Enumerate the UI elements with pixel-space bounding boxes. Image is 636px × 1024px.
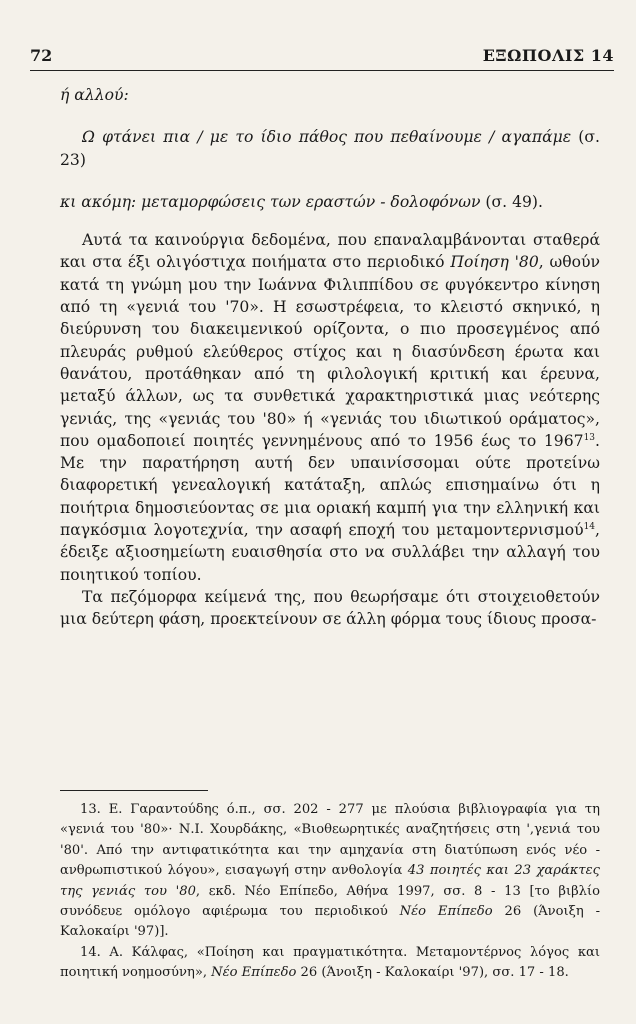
paragraph-2: Τα πεζόμορφα κείμενά της, που θεωρήσαμε ότι στοιχειοθετούν μια δεύτερη φάση, προεκτείνουν σε άλλη φόρμα τους ίδιους προσα- <box>60 587 600 629</box>
quote-2-text: μεταμορφώσεις των εραστών - δολοφόνων <box>141 192 481 211</box>
quote-2-ref: (σ. 49). <box>480 192 543 211</box>
footnote-14: 14. Α. Κάλφας, «Ποίηση και πραγματικότητα. Μεταμοντέρνος λόγος και ποιητική νοημοσύνη», Νέο Επίπεδο 26 (Άνοιξη - Καλοκαίρι '97), σσ. 17 - 18. <box>60 944 600 981</box>
quote-1-ref: (σ. 23) <box>60 128 600 169</box>
quote-1 <box>60 126 600 171</box>
footnotes <box>60 800 600 984</box>
footnote-ref-13: 13 <box>583 432 596 443</box>
paragraph-1: Αυτά τα καινούργια δεδομένα, που επαναλαμβάνονται σταθερά και στα έξι ολιγόστιχα ποιήματα στο περιοδικό Ποίηση '80, ωθούν κατά τη γνώμη μου την Ιωάννα Φιλιππίδου σε φυγόκεντρο κίνηση από τη «γενιά του '70». Η εσωστρέφεια, το κλειστό σκηνικό, η διεύρυνση του διακειμενικού ορίζοντα, ο πιο προσεγμένος από πλευράς ρυθμού ελεύθερος στίχος και η διασύνδεση έρωτα και θανάτου, προτάθηκαν από τη φιλολογική κριτική και έρευνα, μεταξύ άλλων, ως τα συνθετικά χαρακτηριστικά μιας νεότερης γενιάς, της «γενιάς του '80» ή «γενιάς του ιδιωτικού οράματος», που ομαδοποιεί ποιητές γεννημένους από το 1956 έως το 1967$^{13}$. Με την παρατήρηση αυτή δεν υπαινίσσομαι ούτε προτείνω διαφορετική γενεαλογική κατάταξη, απλώς επισημαίνω ότι η ποιήτρια δημοσιεύοντας σε μια οριακή καμπή για την ελληνική και παγκόσμια λογοτεχνία, την ασαφή εποχή του μεταμοντερνισμού$^{14}$, έδειξε αξιοσημείωτη ευαισθησία στο να συλλάβει την αλλαγή του ποιητικού τοπίου. <box>60 231 600 584</box>
footnote-divider <box>60 790 208 791</box>
quote-2: κι ακόμη: μεταμορφώσεις των εραστών - δολοφόνων (σ. 49). <box>60 192 543 211</box>
quote-1-text: Ω φτάνει πια / με το ίδιο πάθος που πεθαίνουμε / αγαπάμε <box>82 128 572 147</box>
running-title: ΕΞΩΠΟΛΙΣ 14 <box>482 46 614 65</box>
footnote-ref-14: 14 <box>583 521 596 532</box>
body-text <box>60 84 600 631</box>
footnote-13: 13. Ε. Γαραντούδης ό.π., σσ. 202 - 277 με πλούσια βιβλιογραφία για τη «γενιά του '80»· Ν.Ι. Χουρδάκης, «Βιοθεωρητικές αναζητήσεις στη ',γενιά του '80'. Από την αντιφατικότητα και την αμηχανία στη διατύπωση ενός νέο - ανθρωπιστικού λόγου», εισαγωγή στην ανθολογία 43 ποιητές και 23 χαράκτες της γενιάς του '80, εκδ. Νέο Επίπεδο, Αθήνα 1997, σσ. 8 - 13 [το βιβλίο συνόδευε ομόλογο αφιέρωμα του περιοδικού Νέο Επίπεδο 26 (Άνοιξη - Καλοκαίρι '97)]. <box>60 802 601 940</box>
page-number: 72 <box>30 46 53 65</box>
page-header <box>30 46 614 71</box>
journal-title: Ποίηση '80 <box>450 253 539 272</box>
intro-line: ή αλλού: <box>60 86 129 104</box>
